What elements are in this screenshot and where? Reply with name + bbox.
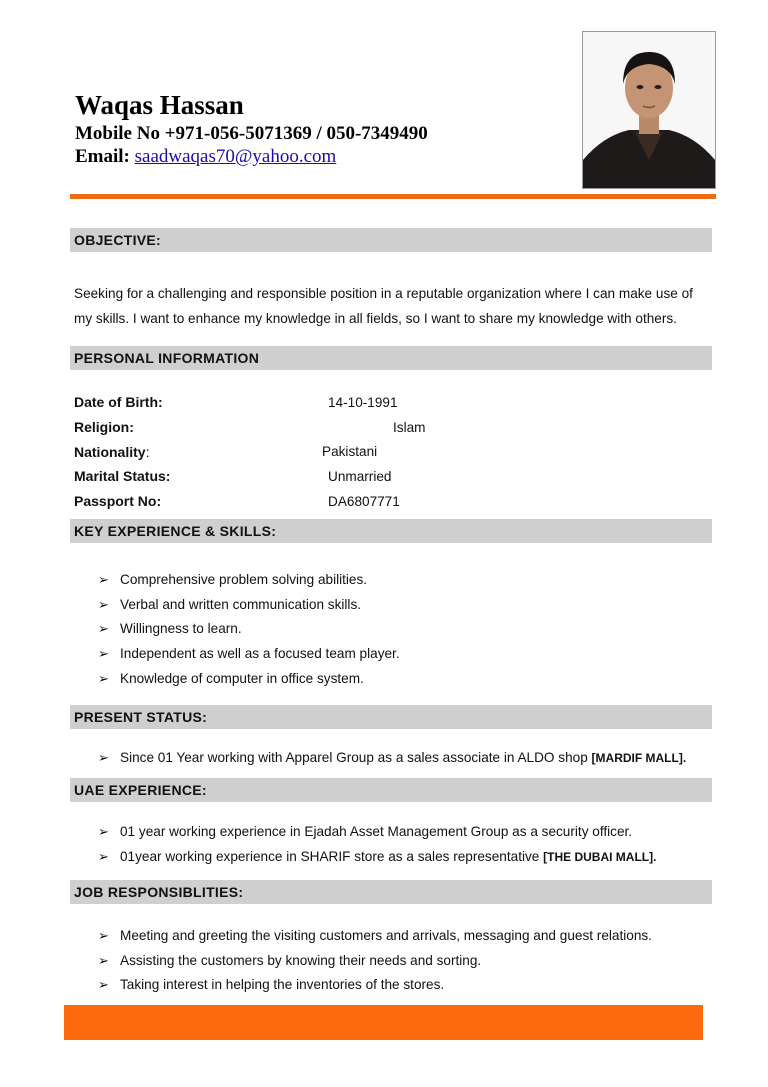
- header-divider: [70, 194, 716, 199]
- personal-heading: PERSONAL INFORMATION: [74, 350, 260, 366]
- list-item: [98, 669, 738, 694]
- objective-section-header: [70, 228, 712, 252]
- arrow-bullet-icon: ➢: [98, 670, 109, 686]
- arrow-bullet-icon: ➢: [98, 952, 109, 968]
- email-line: [75, 146, 336, 168]
- religion-value: Islam: [393, 420, 426, 435]
- job-text: Meeting and greeting the visiting customers and arrivals, messaging and guest relations.: [120, 928, 652, 943]
- dob-label: Date of Birth:: [74, 394, 163, 410]
- email-domain: @yahoo.com: [234, 146, 337, 167]
- nationality-label: Nationality: [74, 444, 146, 460]
- profile-photo: [582, 31, 716, 189]
- arrow-bullet-icon: ➢: [98, 848, 109, 864]
- passport-value: DA6807771: [328, 494, 400, 509]
- arrow-bullet-icon: ➢: [98, 750, 109, 765]
- list-item: [98, 570, 738, 595]
- jobs-list: [98, 926, 738, 1000]
- marital-value: Unmarried: [328, 469, 392, 484]
- list-item: [98, 926, 738, 951]
- list-item: [98, 975, 738, 1000]
- skill-text: Independent as well as a focused team player.: [120, 646, 400, 662]
- list-item: [98, 644, 738, 669]
- dob-value: 14-10-1991: [328, 395, 398, 410]
- arrow-bullet-icon: ➢: [98, 928, 109, 943]
- religion-label: Religion:: [74, 419, 134, 435]
- skills-list: [98, 570, 738, 693]
- portrait-illustration: [583, 32, 715, 188]
- list-item: [98, 748, 738, 773]
- email-user: saadwaqas70: [134, 146, 235, 167]
- candidate-name: Waqas Hassan: [75, 90, 244, 120]
- list-item: [98, 595, 738, 620]
- present-location: [MARDIF MALL].: [591, 751, 687, 765]
- arrow-bullet-icon: ➢: [98, 977, 109, 993]
- passport-label: Passport No:: [74, 493, 162, 509]
- arrow-bullet-icon: ➢: [98, 646, 109, 662]
- list-item: [98, 619, 738, 644]
- present-section-header: [70, 705, 712, 729]
- objective-line-1: Seeking for a challenging and responsible position in a reputable organization where I can make use of: [74, 286, 693, 301]
- nationality-colon: :: [145, 444, 150, 460]
- nationality-label-line: [74, 444, 149, 460]
- arrow-bullet-icon: ➢: [98, 572, 109, 587]
- jobs-heading: JOB RESPONSIBLITIES:: [74, 884, 244, 900]
- present-text: Since 01 Year working with Apparel Group as a sales associate in ALDO shop: [120, 750, 592, 765]
- job-text: Taking interest in helping the inventories of the stores.: [120, 977, 445, 993]
- uae-text-1: 01 year working experience in Ejadah Asset Management Group as a security officer.: [120, 824, 633, 839]
- objective-line-2: my skills. I want to enhance my knowledge in all fields, so I want to share my knowledge with others.: [74, 311, 677, 326]
- objective-heading: OBJECTIVE:: [74, 232, 162, 248]
- skill-text: Verbal and written communication skills.: [120, 596, 362, 612]
- footer-bar: [64, 1005, 703, 1040]
- list-item: [98, 951, 738, 976]
- personal-section-header: [70, 346, 712, 370]
- jobs-section-header: [70, 880, 712, 904]
- email-label: Email:: [75, 146, 130, 167]
- present-list: [98, 748, 738, 773]
- arrow-bullet-icon: ➢: [98, 621, 109, 637]
- list-item: [98, 822, 738, 847]
- arrow-bullet-icon: ➢: [98, 596, 109, 612]
- uae-heading: UAE EXPERIENCE:: [74, 782, 207, 798]
- skills-section-header: [70, 519, 712, 543]
- marital-label: Marital Status:: [74, 468, 171, 484]
- arrow-bullet-icon: ➢: [98, 824, 109, 839]
- uae-text-2: 01year working experience in SHARIF store as a sales representative: [120, 848, 544, 864]
- uae-location: [THE DUBAI MALL].: [543, 849, 657, 864]
- uae-section-header: [70, 778, 712, 802]
- skill-text: Willingness to learn.: [120, 621, 242, 637]
- present-heading: PRESENT STATUS:: [74, 709, 208, 725]
- mobile-number: Mobile No +971-056-5071369 / 050-7349490: [75, 123, 428, 144]
- nationality-value: Pakistani: [322, 444, 378, 459]
- job-text: Assisting the customers by knowing their needs and sorting.: [120, 952, 482, 968]
- list-item: [98, 847, 738, 872]
- skill-text: Knowledge of computer in office system.: [120, 670, 364, 686]
- skill-text: Comprehensive problem solving abilities.: [120, 572, 368, 587]
- uae-list: [98, 822, 738, 871]
- email-link[interactable]: [135, 146, 337, 167]
- skills-heading: KEY EXPERIENCE & SKILLS:: [74, 523, 277, 539]
